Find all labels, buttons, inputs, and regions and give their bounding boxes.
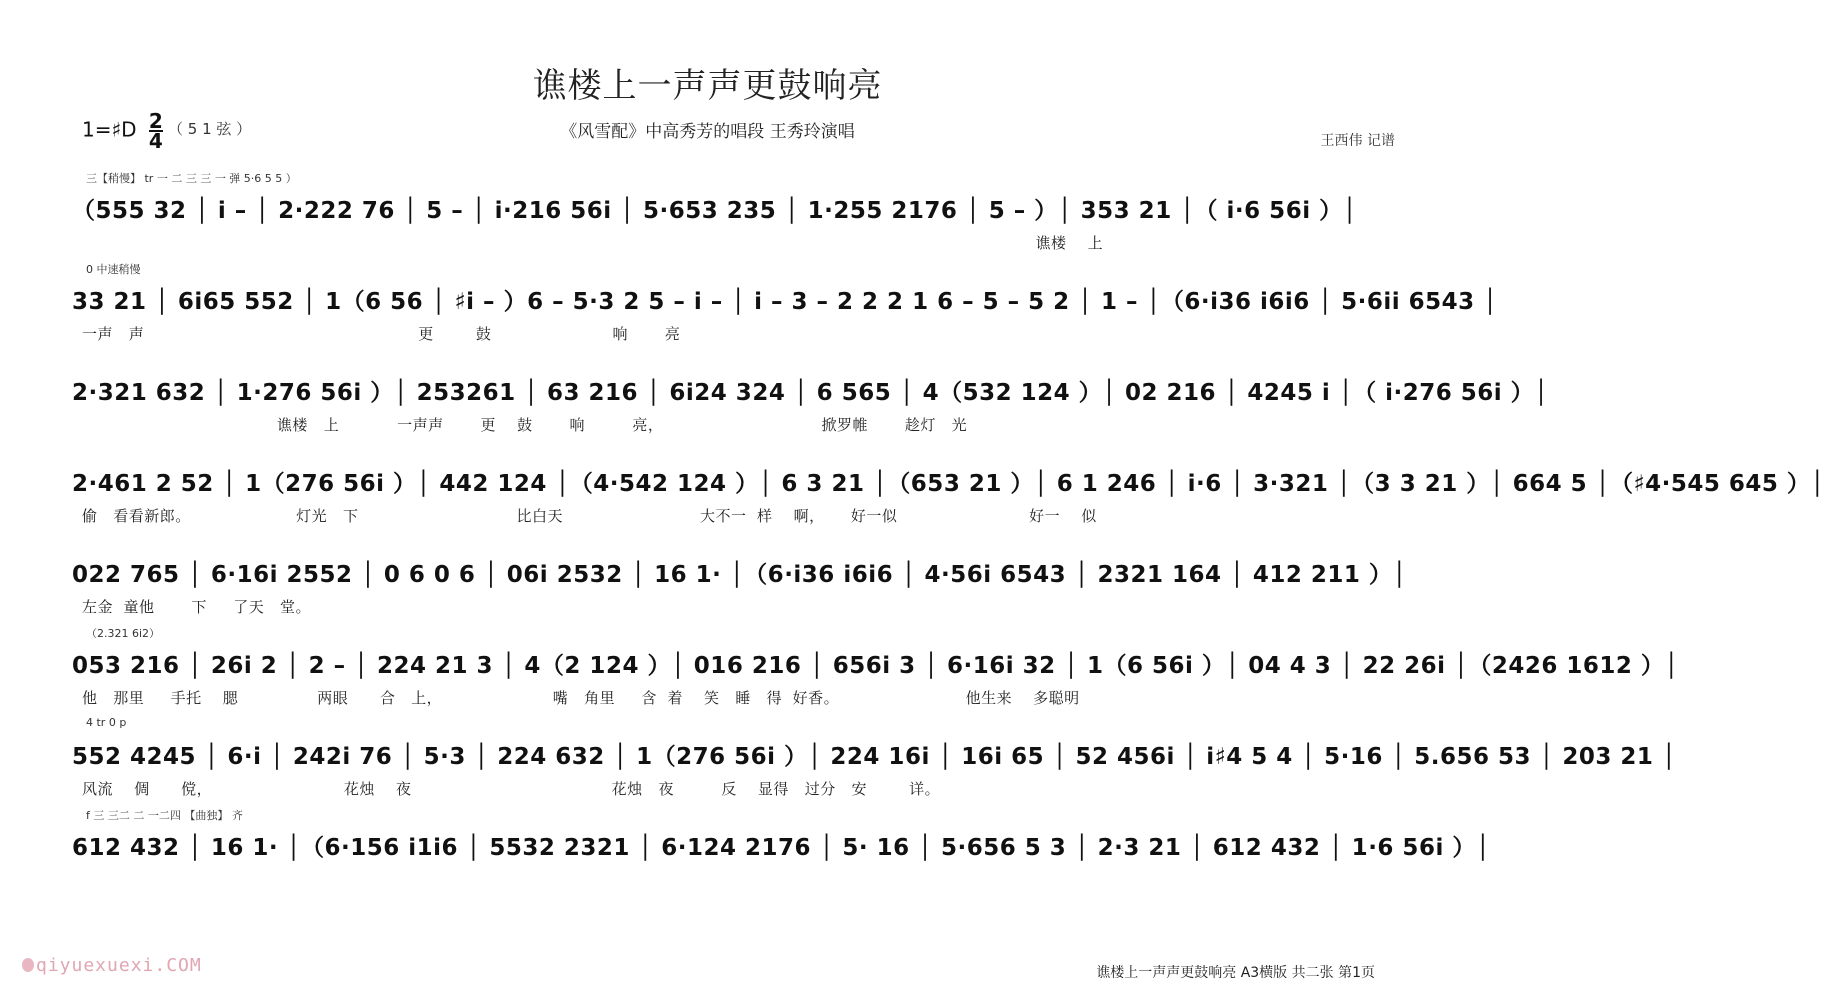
score-system bbox=[72, 625, 1679, 715]
dynamics-markings: （2.321 6i2） bbox=[86, 627, 161, 640]
time-signature bbox=[148, 109, 163, 153]
score-system bbox=[72, 443, 1825, 533]
dynamics-markings: f 三 三二 二 一二四 【曲独】 齐 bbox=[86, 809, 243, 822]
lyrics-line: 一声 声 更 鼓 响 亮 bbox=[82, 325, 681, 343]
jianpu-notes: 2·461 2 52 │ 1（276 56i ）│ 442 124 │（4·542 124 ）│ 6 3 21 │（653 21 ）│ 6 1 246 │ i·6 │ 3·321 │（3 3 21 ）│ 664 5 │（♯4·545 645 ）│ bbox=[72, 471, 1825, 497]
jianpu-notes: 2·321 632 │ 1·276 56i ）│ 253261 │ 63 216 │ 6i24 324 │ 6 565 │ 4（532 124 ）│ 02 216 │ 4245 i │（ i·276 56i ）│ bbox=[72, 380, 1549, 406]
score-system bbox=[72, 807, 1491, 897]
dynamics-markings: 4 tr 0 p bbox=[86, 716, 127, 729]
jianpu-notes: 053 216 │ 26i 2 │ 2 – │ 224 21 3 │ 4（2 124 ）│ 016 216 │ 656i 3 │ 6·16i 32 │ 1（6 56i ）│ 04 4 3 │ 22 26i │（2426 1612 ）│ bbox=[72, 653, 1679, 679]
lyrics-line: 风流 倜 傥， 花烛 夜 花烛 夜 反 显得 过分 安 详。 bbox=[82, 780, 941, 798]
score-system bbox=[72, 261, 1498, 351]
lyrics-line: 他 那里 手托 腮 两眼 合 上， 嘴 角里 含 着 笑 睡 得 好香。 他生来 多聪明 bbox=[82, 689, 1080, 707]
transcriber-credit: 王西伟 记谱 bbox=[1320, 133, 1395, 149]
jianpu-notes: 022 765 │ 6·16i 2552 │ 0 6 0 6 │ 06i 2532 │ 16 1· │（6·i36 i6i6 │ 4·56i 6543 │ 2321 164 │ 412 211 ）│ bbox=[72, 562, 1407, 588]
dynamics-markings: 0 中速稍慢 bbox=[86, 263, 141, 276]
jianpu-notes: （555 32 │ i – │ 2·222 76 │ 5 – │ i·216 56i │ 5·653 235 │ 1·255 2176 │ 5 – ）│ 353 21 │（ i·6 56i ）│ bbox=[72, 198, 1357, 224]
score-subtitle: 《风雪配》中高秀芳的唱段 王秀玲演唱 bbox=[560, 122, 855, 142]
lyrics-line: 谯楼 上 bbox=[82, 234, 1104, 252]
score-system bbox=[72, 534, 1407, 624]
key-signature bbox=[82, 109, 163, 153]
time-signature-top: 2 bbox=[148, 109, 163, 133]
score-system bbox=[72, 352, 1549, 442]
lyrics-line: 偷 看看新郎。 灯光 下 比白天 大不一 样 啊， 好一似 好一 似 bbox=[82, 507, 1097, 525]
time-signature-bottom: 4 bbox=[148, 129, 163, 153]
jianpu-notes: 33 21 │ 6i65 552 │ 1（6 56 │ ♯i – ）6 – 5·3 2 5 – i – │ i – 3 – 2 2 2 1 6 – 5 – 5 2 │ 1 – │（6·i36 i6i6 │ 5·6ii 6543 │ bbox=[72, 289, 1498, 315]
watermark: qiyuexuexi.COM bbox=[36, 955, 202, 976]
score-system bbox=[72, 716, 1677, 806]
watermark-logo-icon bbox=[22, 958, 34, 972]
page-footer: 谯楼上一声声更鼓响亮 A3横版 共二张 第1页 bbox=[1096, 965, 1375, 981]
score-system bbox=[72, 170, 1402, 260]
jianpu-notes: 552 4245 │ 6·i │ 242i 76 │ 5·3 │ 224 632 │ 1（276 56i ）│ 224 16i │ 16i 65 │ 52 456i │ i♯4 5 4 │ 5·16 │ 5.656 53 │ 203 21 │ bbox=[72, 744, 1677, 770]
lyrics-line: 谯楼 上 一声声 更 鼓 响 亮， 掀罗帷 趁灯 光 bbox=[82, 416, 968, 434]
dynamics-markings: 三【稍慢】 tr 一 二 三 三 一 弹 5·6 5 5 ） bbox=[86, 172, 297, 185]
key-text: 1=♯D bbox=[82, 117, 137, 142]
lyrics-line: 左金 童他 下 了天 堂。 bbox=[82, 598, 312, 616]
jianpu-notes: 612 432 │ 16 1· │（6·156 i1i6 │ 5532 2321 │ 6·124 2176 │ 5· 16 │ 5·656 5 3 │ 2·3 21 │ 612 432 │ 1·6 56i ）│ bbox=[72, 835, 1491, 861]
tuning-note: （ 5 1 弦 ） bbox=[168, 120, 252, 138]
score-title: 谯楼上一声声更鼓响亮 bbox=[532, 66, 883, 106]
